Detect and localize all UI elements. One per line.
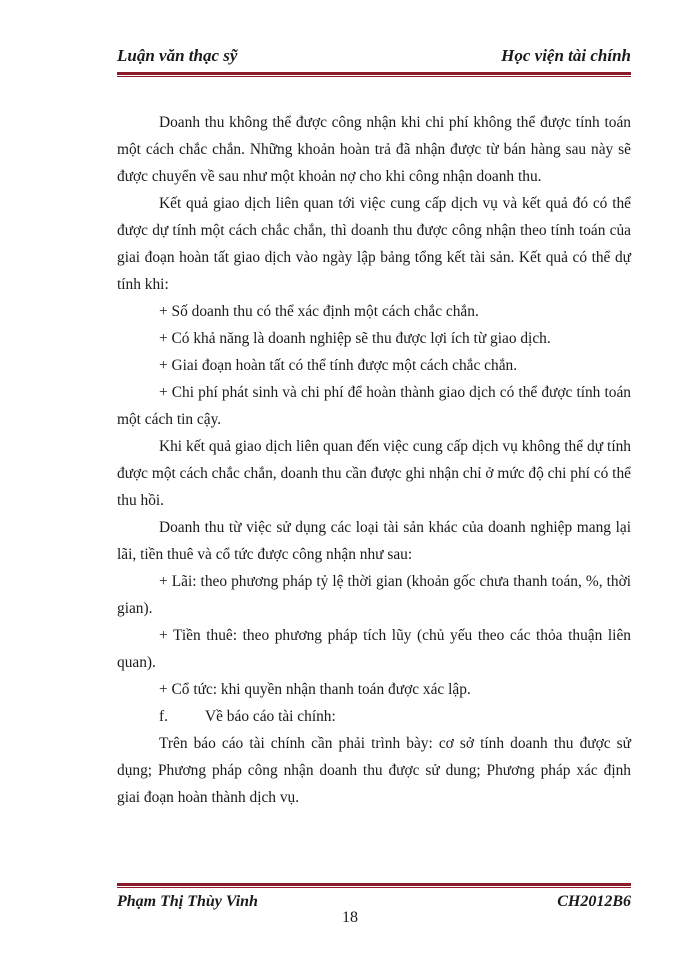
footer-divider bbox=[117, 883, 631, 888]
section-title: Về báo cáo tài chính: bbox=[205, 708, 336, 725]
page-header bbox=[117, 44, 631, 66]
bullet-item: + Cổ tức: khi quyền nhận thanh toán được xác lập. bbox=[159, 681, 471, 698]
bullet-item: + Số doanh thu có thể xác định một cách chắc chắn. bbox=[159, 303, 479, 320]
page-number: 18 bbox=[342, 909, 358, 926]
bullet-item: + Chi phí phát sinh và chi phí để hoàn thành giao dịch có thể được tính toán một cách tin cậy. bbox=[117, 384, 631, 428]
document-body bbox=[117, 109, 631, 811]
footer-author: Phạm Thị Thùy Vinh bbox=[117, 893, 258, 910]
paragraph: Trên báo cáo tài chính cần phải trình bày: cơ sở tính doanh thu được sử dụng; Phương pháp công nhận doanh thu được sử dung; Phương pháp xác định giai đoạn hoàn thành dịch vụ. bbox=[117, 735, 631, 806]
section-heading bbox=[117, 703, 631, 730]
bullet-item: + Lãi: theo phương pháp tỷ lệ thời gian (khoản gốc chưa thanh toán, %, thời gian). bbox=[117, 573, 631, 617]
header-institution: Học viện tài chính bbox=[501, 46, 631, 65]
paragraph: Doanh thu từ việc sử dụng các loại tài sản khác của doanh nghiệp mang lại lãi, tiền thuê và cổ tức được công nhận như sau: bbox=[117, 519, 631, 563]
footer-code: CH2012B6 bbox=[557, 893, 631, 910]
header-divider bbox=[117, 72, 631, 77]
paragraph: Doanh thu không thể được công nhận khi chi phí không thể được tính toán một cách chắc chắn. Những khoản hoàn trả đã nhận được từ bán hàng sau này sẽ được chuyển về sau như một khoản nợ cho khi công nhận doanh thu. bbox=[117, 114, 631, 185]
section-marker: f. bbox=[159, 708, 168, 725]
bullet-item: + Tiền thuê: theo phương pháp tích lũy (chủ yếu theo các thỏa thuận liên quan). bbox=[117, 627, 631, 671]
paragraph: Khi kết quả giao dịch liên quan đến việc cung cấp dịch vụ không thể dự tính được một cách chắc chắn, doanh thu cần được ghi nhận chỉ ở mức độ chi phí có thể thu hồi. bbox=[117, 438, 631, 509]
bullet-item: + Giai đoạn hoàn tất có thể tính được một cách chắc chắn. bbox=[159, 357, 518, 374]
header-thesis-label: Luận văn thạc sỹ bbox=[117, 46, 238, 65]
bullet-item: + Có khả năng là doanh nghiệp sẽ thu được lợi ích từ giao dịch. bbox=[159, 330, 551, 347]
paragraph: Kết quả giao dịch liên quan tới việc cung cấp dịch vụ và kết quả đó có thể được dự tính một cách chắc chắn, thì doanh thu được công nhận theo tính toán của giai đoạn hoàn tất giao dịch vào ngày lập bảng tổng kết tài sản. Kết quả có thể dự tính khi: bbox=[117, 195, 631, 293]
